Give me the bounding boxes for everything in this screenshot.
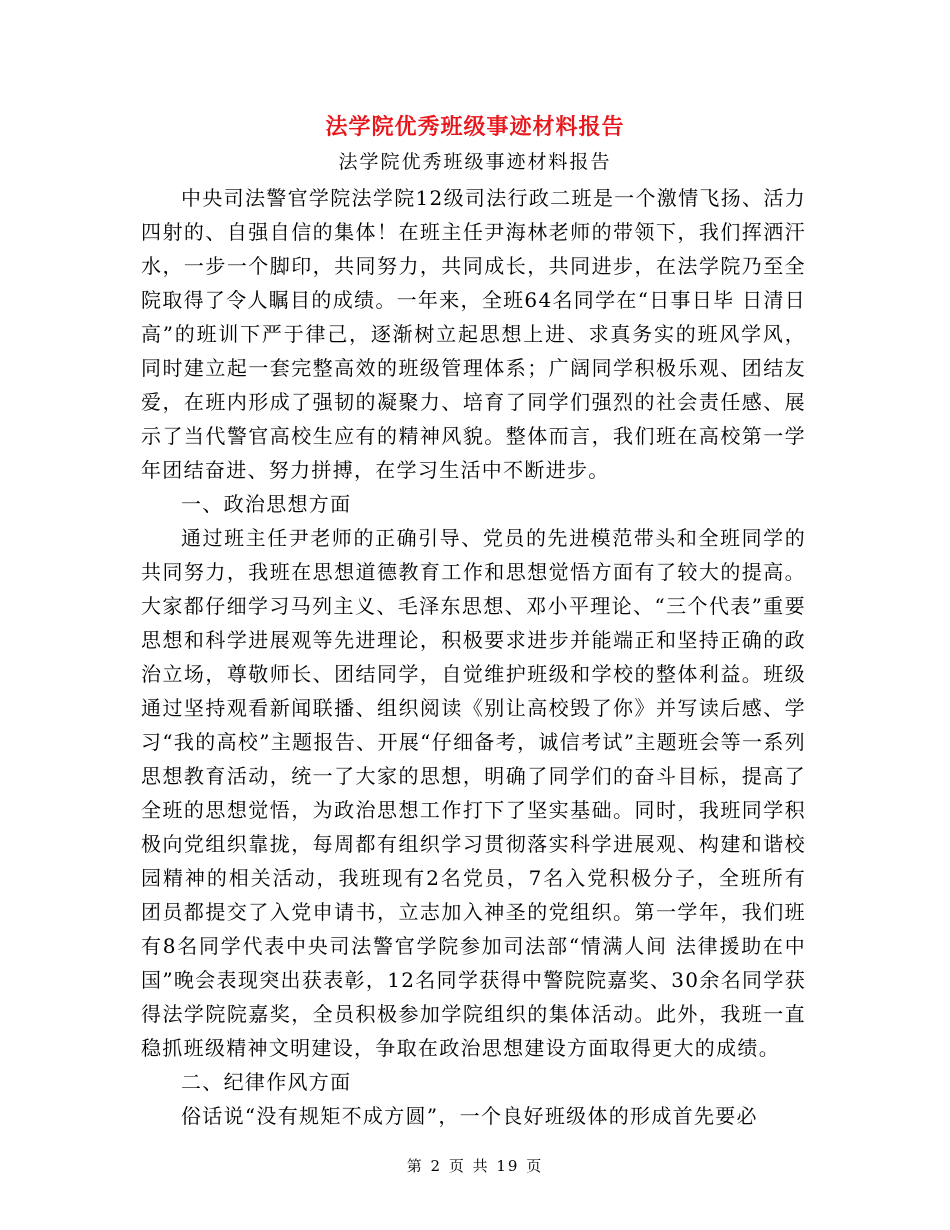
- page-number-footer: 第 2 页 共 19 页: [406, 1157, 544, 1175]
- document-subtitle: 法学院优秀班级事迹材料报告: [338, 151, 612, 173]
- section-heading-discipline: 二、纪律作风方面: [181, 1070, 352, 1094]
- section-heading-politics: 一、政治思想方面: [181, 492, 352, 516]
- document-title: 法学院优秀班级事迹材料报告: [325, 114, 625, 140]
- paragraph-discipline: 俗话说“没有规矩不成方圆”，一个良好班级体的形成首先要必: [181, 1104, 758, 1128]
- document-body: [141, 181, 806, 1133]
- paragraph-intro: 中央司法警官学院法学院12级司法行政二班是一个激情飞扬、活力四射的、自强自信的集体！在班主任尹海林老师的带领下，我们挥洒汗水，一步一个脚印，共同努力，共同成长，共同进步，在法学院乃至全院取得了令人瞩目的成绩。一年来，全班64名同学在“日事日毕 日清日高”的班训下严于律己，逐渐树立起思想上进、求真务实的班风学风，同时建立起一套完整高效的班级管理体系；广阔同学积极乐观、团结友爱，在班内形成了强韧的凝聚力、培育了同学们强烈的社会责任感、展示了当代警官高校生应有的精神风貌。整体而言，我们班在高校第一学年团结奋进、努力拼搏，在学习生活中不断进步。: [141, 186, 806, 482]
- paragraph-politics: 通过班主任尹老师的正确引导、党员的先进模范带头和全班同学的共同努力，我班在思想道德教育工作和思想觉悟方面有了较大的提高。大家都仔细学习马列主义、毛泽东思想、邓小平理论、“三个代表”重要思想和科学进展观等先进理论，积极要求进步并能端正和坚持正确的政治立场，尊敬师长、团结同学，自觉维护班级和学校的整体利益。班级通过坚持观看新闻联播、组织阅读《别让高校毁了你》并写读后感、学习“我的高校”主题报告、开展“仔细备考，诚信考试”主题班会等一系列思想教育活动，统一了大家的思想，明确了同学们的奋斗目标，提高了全班的思想觉悟，为政治思想工作打下了坚实基础。同时，我班同学积极向党组织靠拢，每周都有组织学习贯彻落实科学进展观、构建和谐校园精神的相关活动，我班现有2名党员，7名入党积极分子，全班所有团员都提交了入党申请书，立志加入神圣的党组织。第一学年，我们班有8名同学代表中央司法警官学院参加司法部“情满人间 法律援助在中国”晚会表现突出获表彰，12名同学获得中警院院嘉奖、30余名同学获得法学院院嘉奖，全员积极参加学院组织的集体活动。此外，我班一直稳抓班级精神文明建设，争取在政治思想建设方面取得更大的成绩。: [141, 526, 806, 1060]
